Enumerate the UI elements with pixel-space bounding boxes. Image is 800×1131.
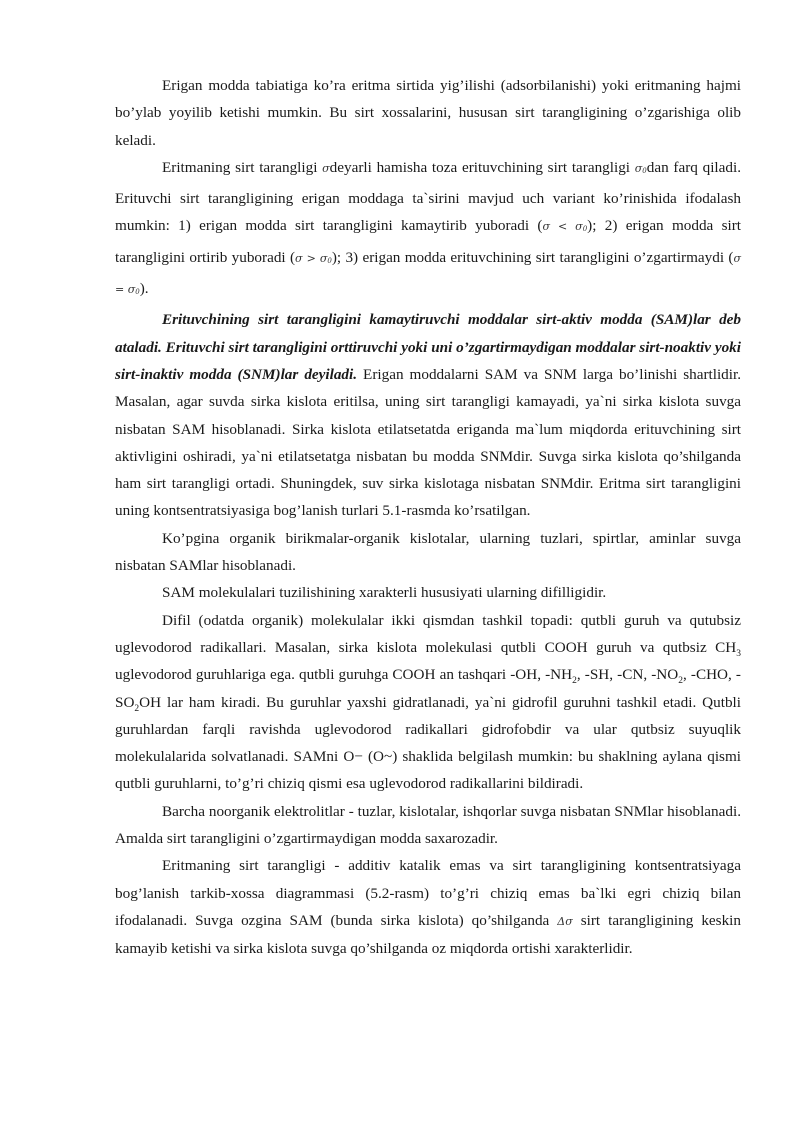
text-run: Eritmaning sirt tarangligi - additiv katalik emas va sirt tarangligining kontsentratsiyaga bog’lanish tarkib-xossa diagrammasi (5.2-rasm) to’g’ri chiziq emas ba`lki egri chiziq bilan ifodalanadi. Suvga ozgina SAM (bunda sirka kislota) qo’shilganda bbox=[115, 857, 741, 929]
text-run: dan farq qiladi. Erituvchi sirt tarangligining erigan moddaga ta`sirini mavjud uch variant ko’rinishida ifodalash mumkin: 1) erigan modda sirt tarangligini kamaytirib yuboradi ( bbox=[115, 158, 741, 235]
paragraph-8 bbox=[115, 852, 741, 962]
definition-bold-italic: Erituvchining sirt tarangligini kamaytiruvchi moddalar sirt-aktiv modda (SAM)lar deb ataladi. Erituvchi sirt tarangligini orttiruvchi yoki uni o’zgartirmaydigan moddalar sirt-noaktiv yoki sirt-inaktiv modda (SNM)lar deyiladi. bbox=[115, 311, 741, 383]
document-page bbox=[115, 72, 741, 963]
sigma-greater-than-formula bbox=[295, 252, 332, 265]
text-run: OH lar ham kiradi. Bu guruhlar yaxshi gidratlanadi, ya`ni gidrofil guruhni tashkil etadi. Qutbli guruhlardan farqli ravishda uglevodorod radikallari gidrofobdir va ular qutbsiz suyuqlik molekulalarida solvatlanadi. SAMni O− (O~) shaklida belgilash mumkin: bu shaklning aylana qismi qutbli guruhlarni, to’g’ri chiziq qismi esa uglevodorod radikallarini bildiradi. bbox=[115, 693, 741, 793]
subscript-zero: 0 bbox=[327, 256, 332, 265]
formula-text: σ < σ bbox=[542, 220, 583, 234]
subscript-zero: 0 bbox=[582, 225, 588, 234]
paragraph-2 bbox=[115, 154, 741, 306]
text-run: Erigan moddalarni SAM va SNM larga bo’linishi shartlidir. Masalan, agar suvda sirka kislota eritilsa, uning sirt tarangligi kamayadi, ya`ni sirka kislota suvga nisbatan SAM hisoblanadi. Sirka kislota etilatsetatda eriganda ma`lum miqdorda erituvchining sirt aktivligini oshiradi, ya`ni etilatsetatga nisbatan bu modda SNMdir. Suvga sirka kislota qo’shilganda ham sirt tarangligi ortadi. Shuningdek, suv sirka kislotaga nisbatan SNMdir. Eritma sirt tarangligini uning kontsentratsiyasiga bog’lanish turlari 5.1-rasmda ko’rsatilgan. bbox=[115, 365, 742, 520]
delta-sigma-symbol: Δσ bbox=[557, 914, 573, 928]
text-run: ). bbox=[139, 280, 149, 298]
paragraph-7: Barcha noorganik elektrolitlar - tuzlar, kislotalar, ishqorlar suvga nisbatan SNMlar hisoblanadi. Amalda sirt tarangligini o’zgartirmaydigan modda saxarozadir. bbox=[115, 802, 741, 848]
sigma-less-than-formula bbox=[542, 220, 587, 233]
sigma-zero-symbol bbox=[635, 162, 647, 175]
paragraph-3 bbox=[115, 306, 741, 524]
text-run: ); 2) erigan modda sirt tarangligini ortirib yuboradi ( bbox=[115, 217, 741, 266]
formula-text: σ = σ bbox=[115, 251, 741, 297]
text-run: uglevodorod guruhlariga ega. qutbli guruhga COOH an tashqari -OH, -NH bbox=[115, 666, 573, 684]
paragraph-5: SAM molekulalari tuzilishining xarakterli hususiyati ularning difilligidir. bbox=[162, 584, 607, 602]
subscript: 2 bbox=[572, 676, 577, 687]
paragraph-1: Erigan modda tabiatiga ko’ra eritma sirtida yig’ilishi (adsorbilanishi) yoki eritmaning hajmi bo’ylab yoyilib ketishi mumkin. Bu sirt xossalarini, hususan sirt tarangligining o’zgarishiga olib keladi. bbox=[115, 77, 741, 149]
text-run: , -SH, -CN, -NO bbox=[576, 666, 679, 684]
subscript: 2 bbox=[134, 703, 140, 714]
subscript-zero: 0 bbox=[642, 166, 647, 175]
text-run: Difil (odatda organik) molekulalar ikki qismdan tashkil topadi: qutbli guruh va qutubsiz uglevodorod radikallari. Masalan, sirka kislota molekulasi qutbli COOH guruh va qutbsiz CH bbox=[115, 611, 741, 656]
text-run: , -CHO, -SO bbox=[115, 666, 741, 711]
subscript: 2 bbox=[678, 676, 683, 687]
paragraph-4: Ko’pgina organik birikmalar-organik kislotalar, ularning tuzlari, spirtlar, aminlar suvga nisbatan SAMlar hisoblanadi. bbox=[115, 529, 741, 575]
formula-text: σ > σ bbox=[295, 251, 328, 265]
text-run: deyarli hamisha toza erituvchining sirt tarangligi bbox=[329, 158, 635, 176]
sigma-symbol: σ bbox=[322, 161, 330, 175]
subscript-zero: 0 bbox=[135, 288, 140, 297]
text-run: sirt tarangligining keskin kamayib ketishi va sirka kislota suvga qo’shilganda oz miqdorda ortishi xarakterlidir. bbox=[115, 911, 741, 958]
sigma-char: σ bbox=[634, 161, 643, 175]
paragraph-6 bbox=[115, 607, 741, 798]
text-run: Eritmaning sirt tarangligi bbox=[162, 158, 323, 176]
text-run: ); 3) erigan modda erituvchining sirt tarangligini o’zgartirmaydi ( bbox=[331, 248, 734, 266]
subscript: 3 bbox=[736, 648, 741, 659]
